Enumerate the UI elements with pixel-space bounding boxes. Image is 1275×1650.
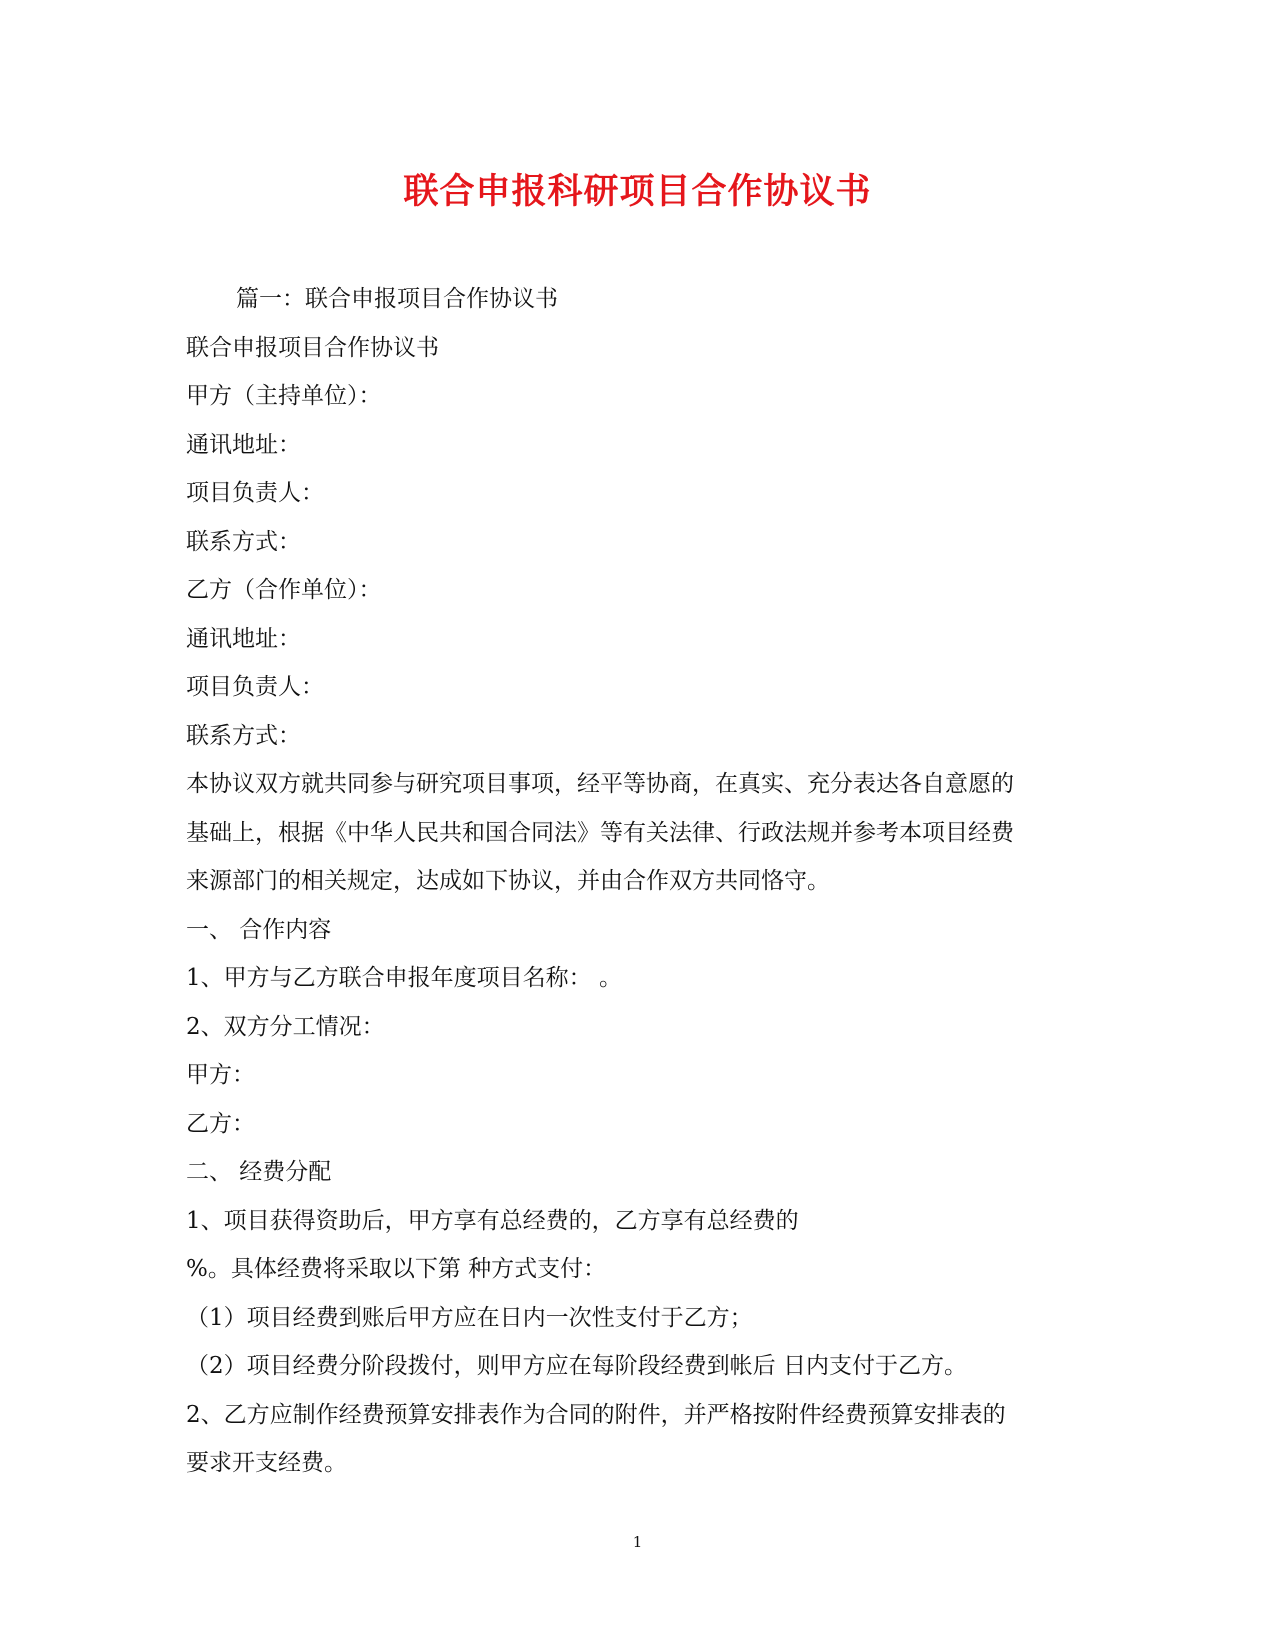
document-body (186, 275, 1086, 1488)
text-line: 联系方式： (186, 722, 301, 749)
text-line: 通讯地址： (186, 431, 301, 458)
text-line: 1、甲方与乙方联合申报年度项目名称： 。 (186, 965, 622, 991)
text-line: 基础上，根据《中华人民共和国合同法》等有关法律、行政法规并参考本项目经费 (186, 819, 1014, 846)
text-line: 项目负责人： (186, 674, 324, 700)
text-line: （1）项目经费到账后甲方应在日内一次性支付于乙方； (186, 1304, 753, 1331)
text-line: 甲方（主持单位）： (186, 383, 382, 409)
text-line: 1、项目获得资助后，甲方享有总经费的，乙方享有总经费的 (186, 1207, 799, 1234)
text-line: 来源部门的相关规定，达成如下协议，并由合作双方共同恪守。 (186, 868, 830, 894)
document-title: 联合申报科研项目合作协议书 (403, 172, 872, 212)
text-line: 2、乙方应制作经费预算安排表作为合同的附件，并严格按附件经费预算安排表的 (186, 1401, 1006, 1428)
text-line: 本协议双方就共同参与研究项目事项，经平等协商，在真实、充分表达各自意愿的 (186, 771, 1014, 797)
text-line: %。具体经费将采取以下第 种方式支付： (186, 1256, 607, 1282)
section-heading: 二、 经费分配 (186, 1159, 332, 1185)
text-line: 甲方： (186, 1062, 255, 1088)
text-line: 要求开支经费。 (186, 1450, 347, 1476)
text-line: 通讯地址： (186, 625, 301, 652)
text-line: 联系方式： (186, 528, 301, 555)
section-heading: 一、 合作内容 (186, 916, 332, 943)
text-line: 乙方： (186, 1110, 255, 1137)
text-line: 联合申报项目合作协议书 (186, 334, 439, 361)
text-line: 篇一：联合申报项目合作协议书 (236, 286, 558, 312)
text-line: 项目负责人： (186, 480, 324, 506)
text-line: 乙方（合作单位）： (186, 577, 382, 603)
text-line: 2、双方分工情况： (186, 1013, 385, 1040)
page-number: 1 (632, 1533, 643, 1551)
text-line: （2）项目经费分阶段拨付，则甲方应在每阶段经费到帐后 日内支付于乙方。 (186, 1353, 967, 1379)
